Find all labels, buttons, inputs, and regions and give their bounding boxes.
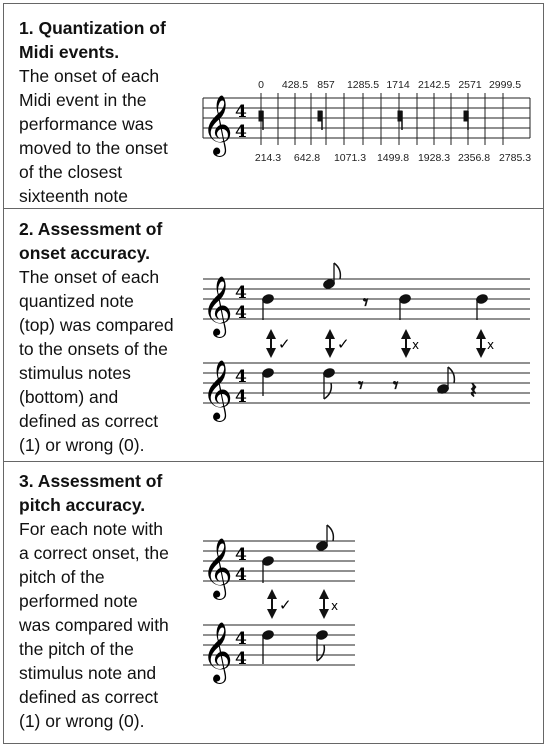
time-signature-top: 4 <box>235 367 247 387</box>
section-1-body-line: performance was <box>19 114 154 134</box>
section-2-heading-line: 2. Assessment of <box>19 219 163 239</box>
tick-label-top: 2999.5 <box>488 79 522 91</box>
check-mark-icon: ✓ <box>278 335 291 353</box>
section-3-body-line: defined as correct <box>19 687 159 707</box>
section-2-body-line: (top) was compared <box>19 315 174 335</box>
treble-clef-icon: 𝄞 <box>202 622 233 682</box>
tick-label-top: 428.5 <box>281 79 309 91</box>
section-2-body-line: defined as correct <box>19 411 159 431</box>
time-signature-top: 4 <box>235 102 247 122</box>
cross-mark-icon: x <box>412 338 420 352</box>
section-2-body-line: to the onsets of the <box>19 339 168 359</box>
cross-mark-icon: x <box>487 338 495 352</box>
section-2-body-line: The onset of each <box>19 267 160 287</box>
section-3-body-line: (1) or wrong (0). <box>19 711 145 731</box>
treble-clef-icon: 𝄞 <box>202 276 233 336</box>
pitch-top-notes <box>261 525 333 583</box>
tick-label-bottom: 2356.8 <box>457 152 491 164</box>
treble-clef-icon: 𝄞 <box>202 360 233 420</box>
section-3-heading-line: pitch accuracy. <box>19 495 146 515</box>
cross-mark-icon: x <box>331 599 339 613</box>
section-2-body-line: (1) or wrong (0). <box>19 435 145 455</box>
section-3-body-line: stimulus note and <box>19 663 157 683</box>
section-1-heading-line: 1. Quantization of <box>19 18 166 38</box>
section-2-body-line: quantized note <box>19 291 134 311</box>
time-signature-top: 4 <box>235 545 247 565</box>
time-signature-bottom: 4 <box>235 122 247 142</box>
tick-label-bottom: 1928.3 <box>417 152 451 164</box>
time-signature-bottom: 4 <box>235 303 247 323</box>
check-mark-icon: ✓ <box>279 596 292 614</box>
section-3-body-line: a correct onset, the <box>19 543 169 563</box>
section-1-body-line: Midi event in the <box>19 90 147 110</box>
section-1-body-line: of the closest <box>19 162 123 182</box>
time-signature-bottom: 4 <box>235 649 247 669</box>
eighth-rest-icon: 𝄾 <box>393 373 399 397</box>
time-signature-bottom: 4 <box>235 565 247 585</box>
tick-label-top: 0 <box>258 79 264 91</box>
tick-label-bottom: 214.3 <box>254 152 282 164</box>
section-3-body-line: For each note with <box>19 519 163 539</box>
section-3-heading-line: 3. Assessment of <box>19 471 163 491</box>
section-3-body-line: performed note <box>19 591 138 611</box>
onset-comparison-arrows <box>271 334 481 353</box>
tick-label-bottom: 1499.8 <box>376 152 410 164</box>
tick-label-top: 1285.5 <box>346 79 380 91</box>
tick-label-bottom: 1071.3 <box>333 152 367 164</box>
tick-label-top: 2571 <box>458 79 482 91</box>
check-mark-icon: ✓ <box>337 335 350 353</box>
section-1-body-line: sixteenth note <box>19 186 128 206</box>
section-1-body-line: moved to the onset <box>19 138 168 158</box>
section-1-body-line: The onset of each <box>19 66 160 86</box>
tick-label-bottom: 2785.3 <box>498 152 532 164</box>
section-3-body-line: the pitch of the <box>19 639 134 659</box>
section-3-body-line: pitch of the <box>19 567 105 587</box>
tick-label-bottom: 642.8 <box>293 152 321 164</box>
section-2-body-line: stimulus notes <box>19 363 131 383</box>
eighth-rest-icon: 𝄾 <box>358 373 364 397</box>
section-2-body-line: (bottom) and <box>19 387 119 407</box>
treble-clef-icon: 𝄞 <box>202 538 233 598</box>
time-signature-top: 4 <box>235 283 247 303</box>
time-signature-top: 4 <box>235 629 247 649</box>
onset-top-notes <box>261 263 488 320</box>
section-1-heading-line: Midi events. <box>19 42 120 62</box>
quarter-rest-icon: 𝄽 <box>470 379 477 404</box>
tick-label-top: 1714 <box>386 79 410 91</box>
section-2-heading-line: onset accuracy. <box>19 243 150 263</box>
eighth-rest-icon: 𝄾 <box>363 290 369 314</box>
tick-label-top: 2142.5 <box>417 79 451 91</box>
treble-clef-icon: 𝄞 <box>202 95 233 155</box>
tick-label-top: 857 <box>317 79 335 91</box>
onset-bottom-staff <box>203 363 530 403</box>
quantization-staff <box>203 98 530 138</box>
section-3-body-line: was compared with <box>19 615 169 635</box>
time-signature-bottom: 4 <box>235 387 247 407</box>
